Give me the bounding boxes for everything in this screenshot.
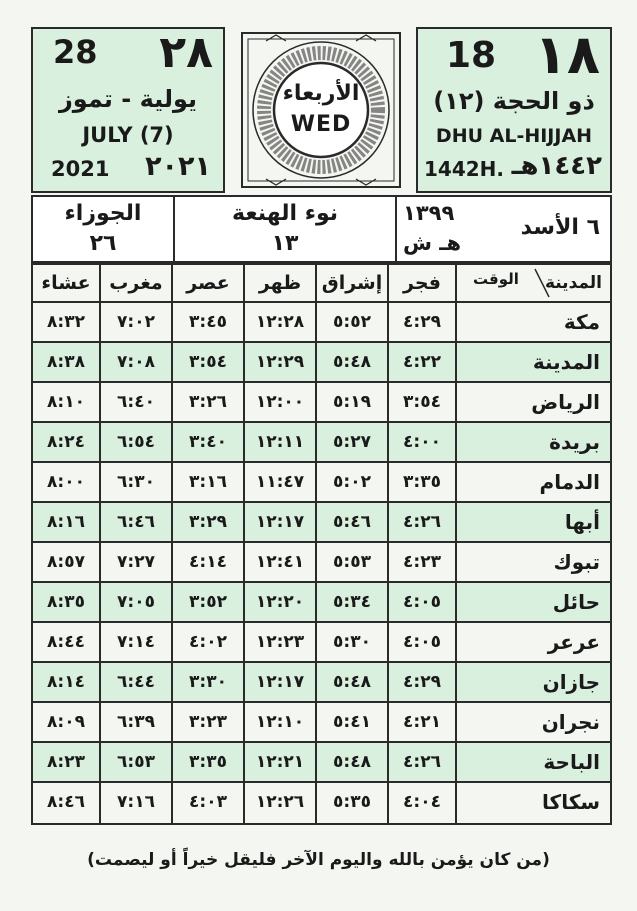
time-isha: ٨:٤٤ (47, 632, 85, 652)
time-shuruq: ٥:٤٨ (333, 752, 371, 772)
time-asr: ٣:٢٩ (189, 512, 227, 532)
time-dhuhr: ١٢:٠٠ (255, 392, 305, 412)
table-row (33, 581, 610, 621)
lunar-sign: ٦ الأسد (520, 215, 600, 240)
time-dhuhr: ١٢:٤١ (255, 552, 305, 572)
header-shuruq: إشراق (321, 272, 383, 294)
time-isha: ٨:٣٨ (47, 352, 85, 372)
time-maghrib: ٦:٣٠ (117, 472, 155, 492)
city-name: المدينة (532, 350, 600, 374)
time-asr: ٤:١٤ (189, 552, 227, 572)
time-asr: ٤:٠٢ (189, 632, 227, 652)
zodiac-cell (33, 197, 173, 263)
time-maghrib: ٦:٣٩ (117, 712, 155, 732)
time-fajr: ٤:٢٢ (403, 352, 441, 372)
weekday-arabic: الأربعاء (282, 81, 360, 106)
solar-year: ١٣٩٩ (403, 201, 455, 225)
solar-label: هـ ش (403, 231, 462, 255)
weekday-emblem (236, 27, 406, 193)
emblem-graphic (236, 27, 406, 193)
time-shuruq: ٥:٣٤ (333, 592, 371, 612)
time-asr: ٣:٢٦ (189, 392, 227, 412)
time-dhuhr: ١٢:١١ (255, 432, 305, 452)
table-row (33, 461, 610, 501)
header-city: المدينة (544, 273, 602, 293)
time-asr: ٣:٥٢ (189, 592, 227, 612)
time-isha: ٨:١٠ (47, 392, 85, 412)
time-maghrib: ٦:٤٤ (117, 672, 155, 692)
time-dhuhr: ١٢:٢٠ (255, 592, 305, 612)
time-maghrib: ٦:٤٠ (117, 392, 155, 412)
time-isha: ٨:٤٦ (47, 792, 85, 812)
time-asr: ٣:٣٥ (189, 752, 227, 772)
table-row (33, 541, 610, 581)
time-shuruq: ٥:٣٠ (333, 632, 371, 652)
gregorian-date-box (31, 27, 225, 193)
header-isha: عشاء (41, 272, 91, 294)
time-dhuhr: ١٢:٢٣ (255, 632, 305, 652)
time-isha: ٨:٥٧ (47, 552, 85, 572)
city-name: عرعر (547, 630, 600, 654)
time-shuruq: ٥:٤٨ (333, 672, 371, 692)
astronomical-info-row (31, 195, 612, 263)
time-fajr: ٤:٢٩ (403, 672, 441, 692)
time-isha: ٨:١٤ (47, 672, 85, 692)
header-asr: عصر (186, 272, 230, 294)
gregorian-month-arabic: يولية - تموز (58, 85, 198, 113)
city-name: جازان (542, 670, 600, 694)
table-row (33, 341, 610, 381)
header-time: الوقت (473, 270, 519, 288)
time-shuruq: ٥:٢٧ (333, 432, 371, 452)
table-row (33, 301, 610, 341)
time-asr: ٣:٥٤ (189, 352, 227, 372)
prayer-times-table (31, 263, 612, 825)
hijri-day-latin: 18 (446, 35, 497, 76)
time-maghrib: ٧:٠٢ (117, 312, 155, 332)
time-dhuhr: ١٢:١٠ (255, 712, 305, 732)
gregorian-year-latin: 2021 (51, 157, 110, 181)
time-fajr: ٤:٢٦ (403, 752, 441, 772)
city-name: مكة (563, 310, 600, 334)
time-maghrib: ٧:١٦ (117, 792, 155, 812)
city-name: تبوك (553, 550, 600, 574)
time-shuruq: ٥:٤٦ (333, 512, 371, 532)
city-name: بريدة (549, 430, 600, 454)
time-shuruq: ٥:٠٢ (333, 472, 371, 492)
time-shuruq: ٥:١٩ (333, 392, 371, 412)
time-maghrib: ٦:٥٣ (117, 752, 155, 772)
time-fajr: ٤:٢٣ (403, 552, 441, 572)
time-dhuhr: ١٢:٢١ (255, 752, 305, 772)
city-name: الباحة (543, 750, 600, 774)
time-isha: ٨:٠٠ (47, 472, 85, 492)
hijri-month-latin: DHU AL-HIJJAH (435, 125, 593, 147)
hijri-year-arabic: ١٤٤٢هـ (511, 151, 602, 181)
zodiac-day: ٢٦ (89, 231, 117, 256)
naw-name: نوء الهنعة (231, 201, 339, 226)
time-asr: ٣:٣٠ (189, 672, 227, 692)
time-shuruq: ٥:٤٨ (333, 352, 371, 372)
time-fajr: ٤:٠٥ (403, 592, 441, 612)
time-isha: ٨:١٦ (47, 512, 85, 532)
table-row (33, 741, 610, 781)
city-name: نجران (541, 710, 600, 734)
time-maghrib: ٧:٠٨ (117, 352, 155, 372)
time-isha: ٨:٣٥ (47, 592, 85, 612)
header-fajr: فجر (403, 272, 441, 294)
city-name: حائل (552, 590, 600, 614)
time-dhuhr: ١٢:١٧ (255, 512, 305, 532)
city-name: أبها (564, 510, 600, 534)
gregorian-year-arabic: ٢٠٢١ (145, 151, 211, 182)
time-shuruq: ٥:٣٥ (333, 792, 371, 812)
time-asr: ٣:٤٥ (189, 312, 227, 332)
gregorian-day-latin: 28 (53, 33, 98, 71)
city-name: سكاكا (542, 790, 600, 814)
time-dhuhr: ١٢:٢٦ (255, 792, 305, 812)
time-maghrib: ٧:٠٥ (117, 592, 155, 612)
zodiac-name: الجوزاء (64, 201, 142, 226)
hijri-day-arabic: ١٨ (534, 23, 600, 86)
header-city-time (457, 265, 610, 301)
gregorian-day-arabic: ٢٨ (159, 27, 213, 78)
time-fajr: ٤:٢٩ (403, 312, 441, 332)
naw-cell (175, 197, 395, 263)
time-asr: ٣:٢٣ (189, 712, 227, 732)
hijri-month-arabic: ذو الحجة (١٢) (433, 87, 595, 115)
table-row (33, 421, 610, 461)
table-row (33, 661, 610, 701)
city-name: الرياض (531, 390, 600, 414)
gregorian-month-latin: JULY (7) (82, 123, 174, 147)
table-row (33, 701, 610, 741)
time-asr: ٣:٤٠ (189, 432, 227, 452)
time-shuruq: ٥:٤١ (333, 712, 371, 732)
time-shuruq: ٥:٥٣ (333, 552, 371, 572)
table-row (33, 381, 610, 421)
header-dhuhr: ظهر (258, 272, 302, 294)
time-maghrib: ٧:٢٧ (117, 552, 155, 572)
footer-quote: (من كان يؤمن بالله واليوم الآخر فليقل خيراً أو ليصمت) (87, 850, 550, 870)
naw-day: ١٣ (271, 231, 299, 256)
time-fajr: ٤:٠٥ (403, 632, 441, 652)
time-asr: ٤:٠٣ (189, 792, 227, 812)
time-isha: ٨:٢٤ (47, 432, 85, 452)
city-name: الدمام (539, 470, 600, 494)
table-row (33, 781, 610, 821)
time-fajr: ٤:٠٠ (403, 432, 441, 452)
time-shuruq: ٥:٥٢ (333, 312, 371, 332)
time-dhuhr: ١٢:١٧ (255, 672, 305, 692)
time-fajr: ٣:٣٥ (403, 472, 441, 492)
time-dhuhr: ١٢:٢٩ (255, 352, 305, 372)
weekday-latin: WED (290, 112, 352, 137)
time-fajr: ٤:٢٦ (403, 512, 441, 532)
time-asr: ٣:١٦ (189, 472, 227, 492)
time-dhuhr: ١١:٤٧ (255, 472, 305, 492)
table-row (33, 621, 610, 661)
time-isha: ٨:٢٣ (47, 752, 85, 772)
time-fajr: ٣:٥٤ (403, 392, 441, 412)
time-maghrib: ٦:٤٦ (117, 512, 155, 532)
time-isha: ٨:٠٩ (47, 712, 85, 732)
time-maghrib: ٦:٥٤ (117, 432, 155, 452)
time-dhuhr: ١٢:٢٨ (255, 312, 305, 332)
time-isha: ٨:٣٢ (47, 312, 85, 332)
time-fajr: ٤:٠٤ (403, 792, 441, 812)
hijri-year-latin: 1442H. (424, 157, 504, 181)
solar-cell (397, 197, 610, 263)
time-fajr: ٤:٢١ (403, 712, 441, 732)
hijri-date-box (416, 23, 612, 193)
time-maghrib: ٧:١٤ (117, 632, 155, 652)
table-row (33, 501, 610, 541)
header-maghrib: مغرب (109, 272, 163, 294)
